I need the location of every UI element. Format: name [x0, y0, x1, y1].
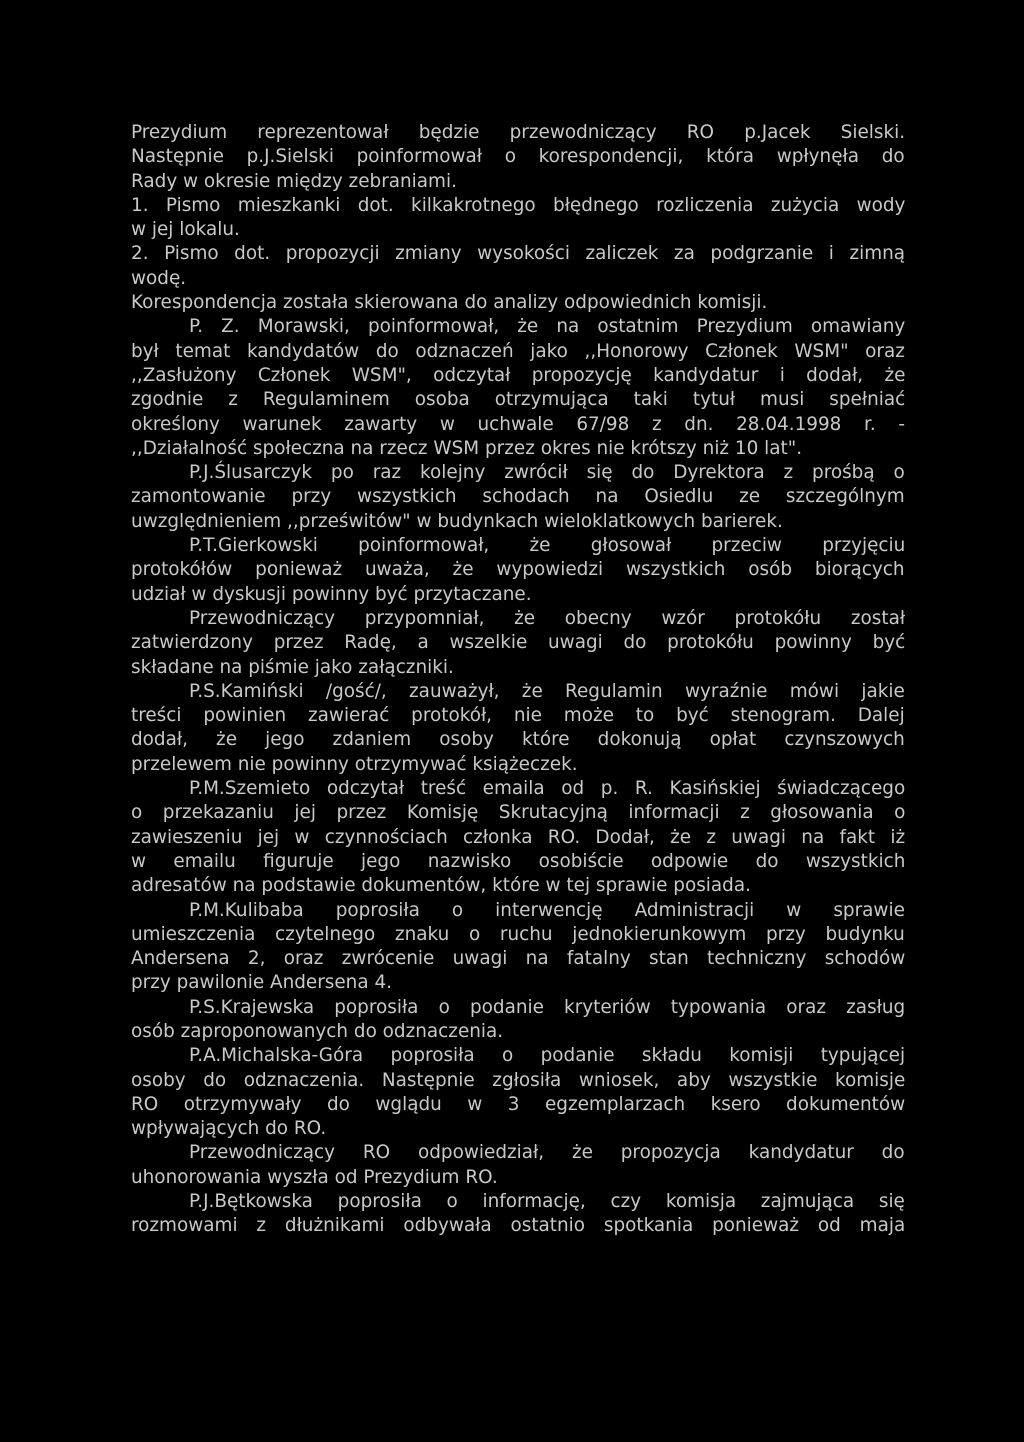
text-line: był temat kandydatów do odznaczeń jako ,,Honorowy Członek WSM" oraz: [131, 340, 905, 362]
text-line: P.S.Kamiński /gość/, zauważył, że Regulamin wyraźnie mówi jakie: [189, 680, 905, 702]
text-line: osób zaproponowanych do odznaczenia.: [131, 1020, 504, 1042]
text-line: treści powinien zawierać protokół, nie może to być stenogram. Dalej: [131, 705, 905, 727]
text-line: dodał, że jego zdaniem osoby które dokonują opłat czynszowych: [131, 729, 905, 751]
text-line: zawieszeniu jej w czynnościach członka RO. Dodał, że z uwagi na fakt iż: [131, 826, 906, 848]
text-line: wpływających do RO.: [131, 1118, 327, 1140]
text-line: zgodnie z Regulaminem osoba otrzymująca taki tytuł musi spełniać: [131, 389, 906, 411]
text-line: osoby do odznaczenia. Następnie zgłosiła wniosek, aby wszystkie komisje: [131, 1069, 906, 1091]
text-line: ,,Zasłużony Członek WSM", odczytał propozycję kandydatur i dodał, że: [131, 364, 906, 386]
text-line: P. Z. Morawski, poinformował, że na ostatnim Prezydium omawiany: [189, 316, 906, 338]
text-line: 2. Pismo dot. propozycji zmiany wysokości zaliczek za podgrzanie i zimną: [131, 243, 906, 265]
document-page: [131, 121, 905, 1239]
text-line: o przekazaniu jej przez Komisję Skrutacyjną informacji z głosowania o: [131, 802, 906, 824]
text-line: 1. Pismo mieszkanki dot. kilkakrotnego błędnego rozliczenia zużycia wody: [131, 194, 906, 216]
text-line: przelewem nie powinny otrzymywać książeczek.: [131, 753, 578, 775]
text-line: P.M.Szemieto odczytał treść emaila od p. R. Kasińskiej świadczącego: [189, 778, 906, 800]
text-line: ,,Działalność społeczna na rzecz WSM przez okres nie krótszy niż 10 lat".: [131, 437, 803, 459]
text-line: zamontowanie przy wszystkich schodach na Osiedlu ze szczególnym: [131, 486, 905, 508]
text-line: Andersena 2, oraz zwrócenie uwagi na fatalny stan techniczny schodów: [131, 948, 906, 970]
text-line: Rady w okresie między zebraniami.: [131, 170, 457, 192]
text-line: Korespondencja została skierowana do analizy odpowiednich komisji.: [131, 292, 768, 314]
text-line: Następnie p.J.Sielski poinformował o korespondencji, która wpłynęła do: [131, 146, 905, 168]
text-line: określony warunek zawarty w uchwale 67/98 z dn. 28.04.1998 r. -: [131, 413, 906, 435]
text-line: P.J.Bętkowska poprosiła o informację, czy komisja zajmująca się: [189, 1191, 905, 1213]
text-line: Prezydium reprezentował będzie przewodniczący RO p.Jacek Sielski.: [131, 122, 906, 143]
text-line: w emailu figuruje jego nazwisko osobiście odpowie do wszystkich: [131, 850, 906, 872]
text-line: składane na piśmie jako załączniki.: [131, 656, 454, 678]
text-line: P.J.Ślusarczyk po raz kolejny zwrócił się do Dyrektora z prośbą o: [189, 462, 905, 484]
text-line: umieszczenia czytelnego znaku o ruchu jednokierunkowym przy budynku: [131, 923, 905, 945]
text-line: zatwierdzony przez Radę, a wszelkie uwagi do protokółu powinny być: [131, 632, 906, 654]
text-line: P.T.Gierkowski poinformował, że głosował przeciw przyjęciu: [189, 535, 906, 557]
text-line: Przewodniczący przypomniał, że obecny wzór protokółu został: [189, 607, 906, 629]
text-line: Przewodniczący RO odpowiedział, że propozycja kandydatur do: [189, 1142, 905, 1164]
text-line: w jej lokalu.: [131, 219, 240, 241]
text-line: P.A.Michalska-Góra poprosiła o podanie składu komisji typującej: [189, 1045, 906, 1067]
text-line: uwzględnieniem ,,prześwitów" w budynkach wieloklatkowych barierek.: [131, 510, 783, 532]
text-line: uhonorowania wyszła od Prezydium RO.: [131, 1166, 498, 1188]
text-line: P.M.Kulibaba poprosiła o interwencję Administracji w sprawie: [189, 899, 905, 921]
text-line: wodę.: [131, 267, 187, 289]
text-line: P.S.Krajewska poprosiła o podanie kryteriów typowania oraz zasług: [189, 996, 906, 1018]
text-line: adresatów na podstawie dokumentów, które w tej sprawie posiada.: [131, 875, 751, 897]
text-line: protokółów ponieważ uważa, że wypowiedzi wszystkich osób biorących: [131, 559, 905, 581]
text-line: rozmowami z dłużnikami odbywała ostatnio spotkania ponieważ od maja: [131, 1215, 906, 1237]
text-line: przy pawilonie Andersena 4.: [131, 972, 392, 994]
text-line: RO otrzymywały do wglądu w 3 egzemplarzach ksero dokumentów: [131, 1093, 906, 1115]
text-line: udział w dyskusji powinny być przytaczane.: [131, 583, 532, 605]
